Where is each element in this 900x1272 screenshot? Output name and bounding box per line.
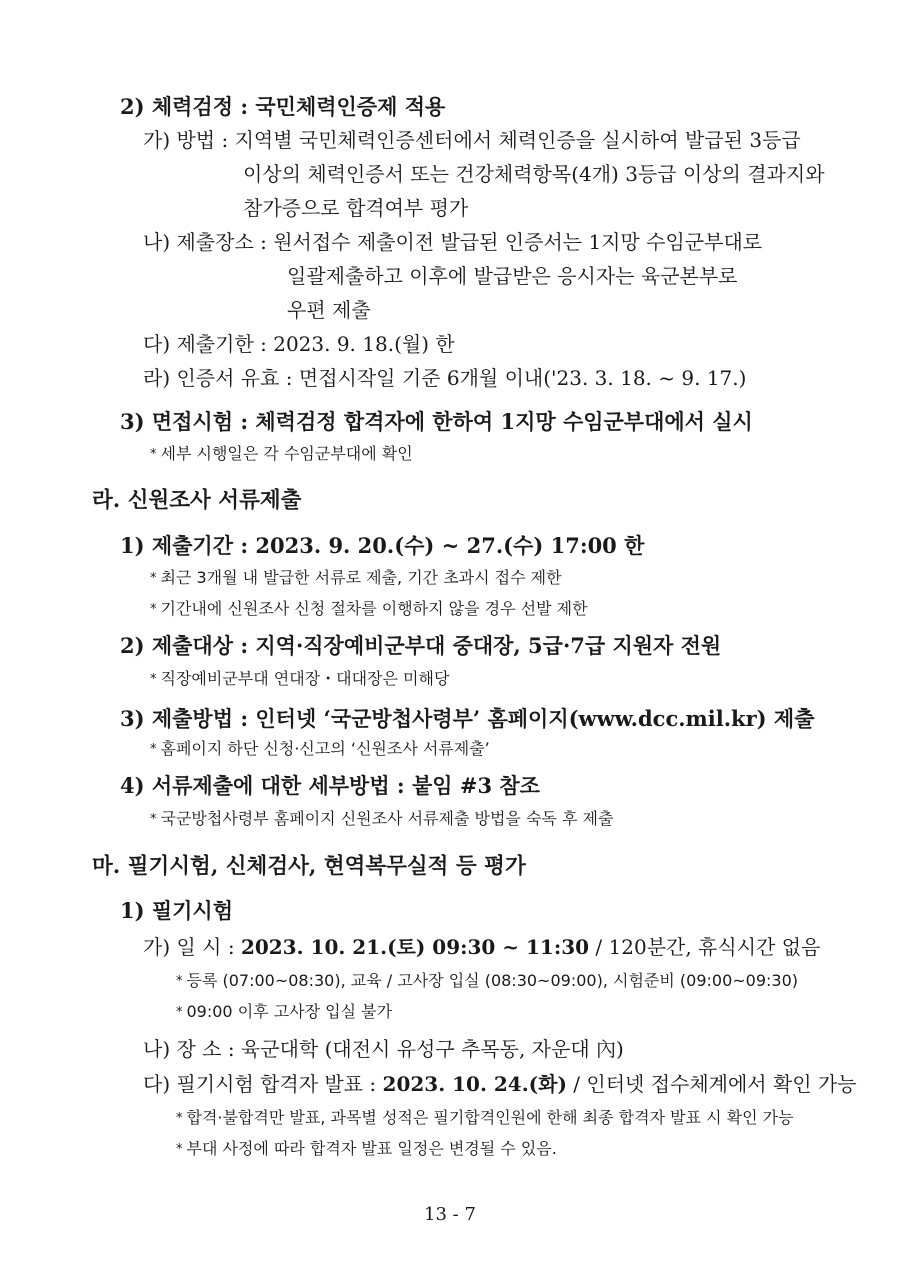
written-exam-result-note1: * 합격·불합격만 발표, 과목별 성적은 필기합격인원에 한해 최종 합격자 발표 시 확인 가능 <box>176 1108 794 1127</box>
bg-target: 2) 제출대상 : 지역·직장예비군부대 중대장, 5급·7급 지원자 전원 <box>120 633 722 658</box>
fitness-place-line3: 우편 제출 <box>287 298 371 322</box>
note-marker: * <box>150 447 157 462</box>
note-marker: * <box>176 1005 183 1020</box>
note-marker: * <box>150 812 157 827</box>
bg-details-note: * 국군방첩사령부 홈페이지 신원조사 서류제출 방법을 숙독 후 제출 <box>150 809 614 828</box>
section-heading-fitness: 2) 체력검정 : 국민체력인증제 적용 <box>120 94 446 119</box>
page-number: 13 - 7 <box>424 1204 476 1225</box>
written-exam-datetime: 가) 일 시 : 2023. 10. 21.(토) 09:30 ~ 11:30 / 120분간, 휴식시간 없음 <box>143 935 821 959</box>
fitness-method-line3: 참가증으로 합격여부 평가 <box>243 196 469 220</box>
bg-details: 4) 서류제출에 대한 세부방법 : 붙임 #3 참조 <box>120 773 540 798</box>
section-heading-interview: 3) 면접시험 : 체력검정 합격자에 한하여 1지망 수임군부대에서 실시 <box>120 409 753 434</box>
note-marker: * <box>150 672 157 687</box>
fitness-validity: 라) 인증서 유효 : 면접시작일 기준 6개월 이내('23. 3. 18. ~ 9. 17.) <box>143 366 747 390</box>
fitness-method-line2: 이상의 체력인증서 또는 건강체력항목(4개) 3등급 이상의 결과지와 <box>243 162 825 186</box>
bg-period-note1: * 최근 3개월 내 발급한 서류로 제출, 기간 초과시 접수 제한 <box>150 568 562 587</box>
section-heading-background-check: 라. 신원조사 서류제출 <box>92 488 302 513</box>
note-marker: * <box>150 571 157 586</box>
fitness-method-line1: 가) 방법 : 지역별 국민체력인증센터에서 체력인증을 실시하여 발급된 3등급 <box>143 128 801 152</box>
note-marker: * <box>176 1111 183 1126</box>
written-exam-place: 나) 장 소 : 육군대학 (대전시 유성구 추목동, 자운대 內) <box>143 1037 624 1061</box>
note-marker: * <box>150 602 157 617</box>
bg-target-note: * 직장예비군부대 연대장・대대장은 미해당 <box>150 669 450 688</box>
note-marker: * <box>150 742 157 757</box>
written-exam-schedule-note: * 등록 (07:00~08:30), 교육 / 고사장 입실 (08:30~09:00), 시험준비 (09:00~09:30) <box>176 971 799 990</box>
interview-note: * 세부 시행일은 각 수임군부대에 확인 <box>150 444 413 463</box>
fitness-place-line2: 일괄제출하고 이후에 발급받은 응시자는 육군본부로 <box>287 264 738 288</box>
fitness-deadline: 다) 제출기한 : 2023. 9. 18.(월) 한 <box>143 332 455 356</box>
bg-period-note2: * 기간내에 신원조사 신청 절차를 이행하지 않을 경우 선발 제한 <box>150 599 588 618</box>
written-exam-result-note2: * 부대 사정에 따라 합격자 발표 일정은 변경될 수 있음. <box>176 1139 557 1158</box>
written-exam-entry-note: * 09:00 이후 고사장 입실 불가 <box>176 1002 393 1021</box>
bg-method: 3) 제출방법 : 인터넷 ‘국군방첩사령부’ 홈페이지(www.dcc.mil.kr) 제출 <box>120 706 815 731</box>
note-marker: * <box>176 1142 183 1157</box>
note-marker: * <box>176 974 183 989</box>
section-heading-written-exam: 마. 필기시험, 신체검사, 현역복무실적 등 평가 <box>92 854 526 879</box>
written-exam-title: 1) 필기시험 <box>120 898 234 923</box>
bg-period: 1) 제출기간 : 2023. 9. 20.(수) ~ 27.(수) 17:00 한 <box>120 533 645 558</box>
bg-method-note: * 홈페이지 하단 신청·신고의 ‘신원조사 서류제출’ <box>150 739 490 758</box>
written-exam-result: 다) 필기시험 합격자 발표 : 2023. 10. 24.(화) / 인터넷 접수체계에서 확인 가능 <box>143 1072 857 1096</box>
fitness-place-line1: 나) 제출장소 : 원서접수 제출이전 발급된 인증서는 1지망 수임군부대로 <box>143 230 763 254</box>
